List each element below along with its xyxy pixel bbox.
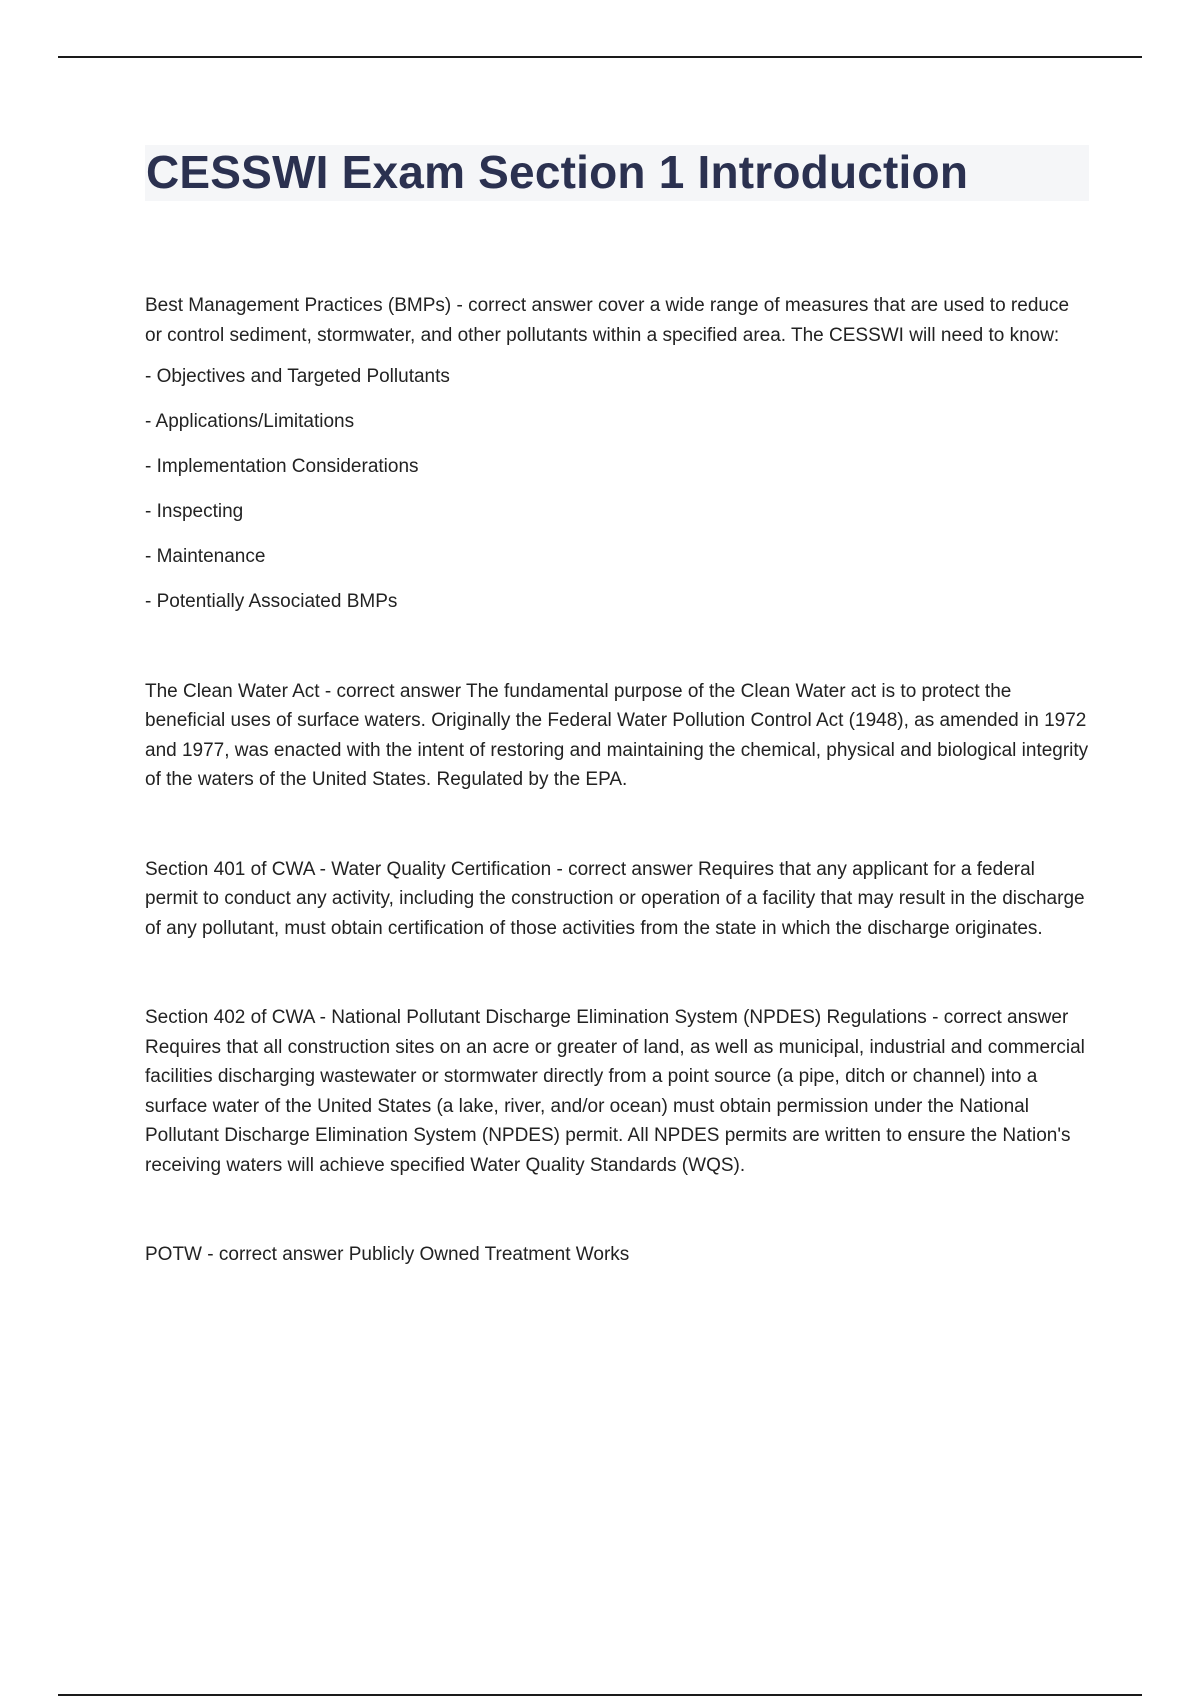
- clean-water-act-definition: The Clean Water Act - correct answer The fundamental purpose of the Clean Water act is to protect the beneficial uses of surface waters. Originally the Federal Water Pollution Control Act (1948), as amended in 1972 and 1977, was enacted with the intent of restoring and maintaining the chemical, physical and biological integrity of the waters of the United States. Regulated by the EPA.: [145, 680, 1089, 790]
- bottom-divider: [58, 1694, 1142, 1696]
- list-item: - Inspecting: [145, 501, 244, 522]
- top-divider: [58, 56, 1142, 58]
- list-item: - Maintenance: [145, 546, 266, 567]
- section-402-definition: Section 402 of CWA - National Pollutant Discharge Elimination System (NPDES) Regulations - correct answer Requires that all construction sites on an acre or greater of land, as well as municipal, industrial and commercial facilities discharging wastewater or stormwater directly from a point source (a pipe, ditch or channel) into a surface water of the United States (a lake, river, and/or ocean) must obtain permission under the National Pollutant Discharge Elimination System (NPDES) permit. All NPDES permits are written to ensure the Nation's receiving waters will achieve specified Water Quality Standards (WQS).: [145, 1007, 1085, 1176]
- list-item: - Implementation Considerations: [145, 456, 419, 477]
- bmp-definition: Best Management Practices (BMPs) - correct answer cover a wide range of measures that are used to reduce or control sediment, stormwater, and other pollutants within a specified area. The CESSWI will need to know:: [145, 295, 1070, 346]
- list-item: - Objectives and Targeted Pollutants: [145, 366, 450, 387]
- page-title: CESSWI Exam Section 1 Introduction: [146, 146, 969, 198]
- section-401-definition: Section 401 of CWA - Water Quality Certification - correct answer Requires that any applicant for a federal permit to conduct any activity, including the construction or operation of a facility that may result in the discharge of any pollutant, must obtain certification of those activities from the state in which the discharge originates.: [145, 858, 1085, 939]
- document-body: [145, 291, 1089, 1270]
- potw-definition: POTW - correct answer Publicly Owned Treatment Works: [145, 1244, 630, 1265]
- list-item: - Potentially Associated BMPs: [145, 591, 398, 612]
- list-item: - Applications/Limitations: [145, 411, 355, 432]
- bmp-list: [145, 362, 1089, 617]
